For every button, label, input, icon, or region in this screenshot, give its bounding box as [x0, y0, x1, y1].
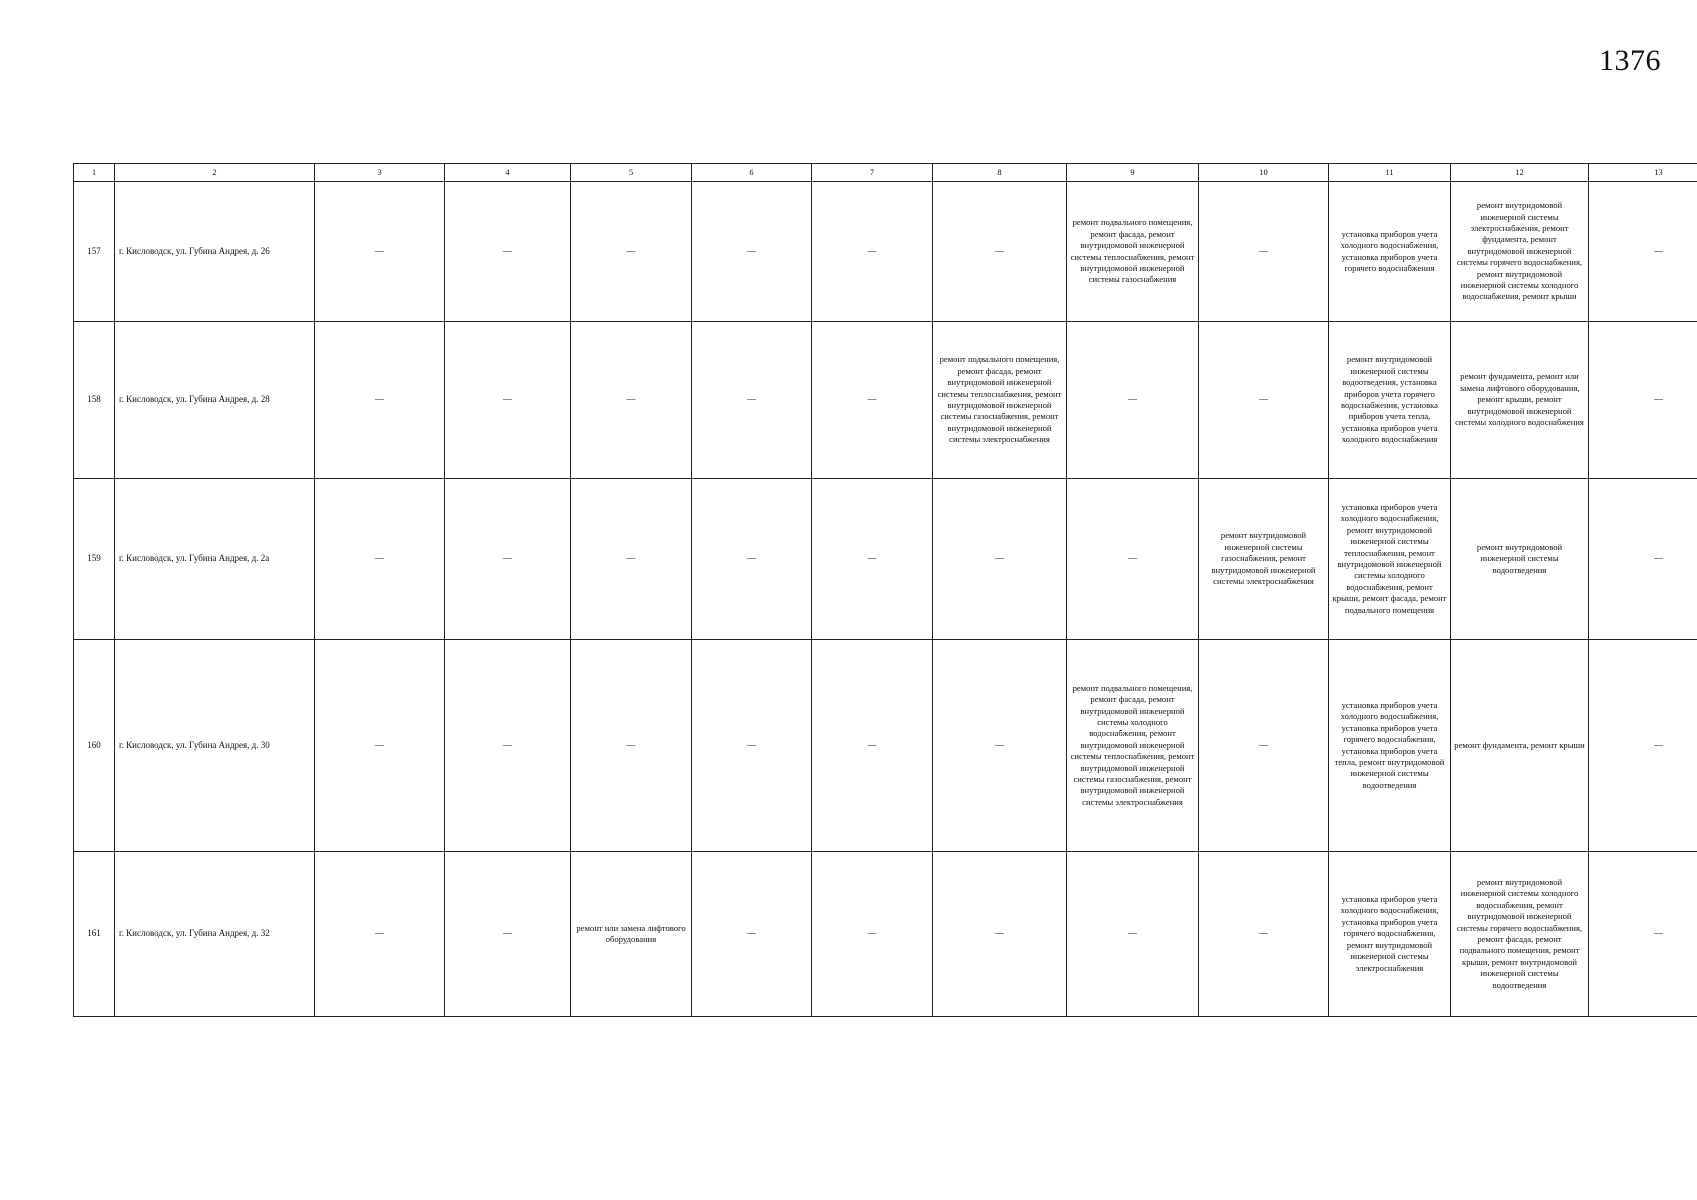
empty-dash-cell: —: [315, 640, 445, 852]
repair-works-cell: ремонт внутридомовой инженерной системы водоотведения, установка приборов учета горячего водоснабжения, установка приборов учета тепла, установка приборов учета холодного водоснабжения: [1329, 322, 1451, 479]
works-table: [73, 163, 1697, 1017]
empty-dash-cell: —: [571, 322, 692, 479]
row-number-cell: 159: [74, 479, 115, 640]
empty-dash-cell: —: [812, 182, 933, 322]
empty-dash-cell: —: [315, 322, 445, 479]
repair-works-cell: ремонт внутридомовой инженерной системы холодного водоснабжения, ремонт внутридомовой инженерной системы горячего водоснабжения, ремонт фасада, ремонт подвального помещения, ремонт крыши, ремонт внутридомовой инженерной системы водоотведения: [1451, 852, 1589, 1017]
column-header: 2: [115, 164, 315, 182]
column-header: 4: [445, 164, 571, 182]
repair-works-cell: установка приборов учета холодного водоснабжения, установка приборов учета горячего водоснабжения, установка приборов учета тепла, ремонт внутридомовой инженерной системы водоотведения: [1329, 640, 1451, 852]
table-row: [74, 322, 1697, 479]
empty-dash-cell: —: [445, 479, 571, 640]
empty-dash-cell: —: [933, 640, 1067, 852]
header-row: [74, 164, 1697, 182]
page-number: 1376: [1599, 44, 1661, 77]
empty-dash-cell: —: [692, 182, 812, 322]
column-header: 6: [692, 164, 812, 182]
table-row: [74, 640, 1697, 852]
row-number-cell: 160: [74, 640, 115, 852]
empty-dash-cell: —: [1067, 479, 1199, 640]
repair-works-cell: ремонт внутридомовой инженерной системы газоснабжения, ремонт внутридомовой инженерной системы электроснабжения: [1199, 479, 1329, 640]
empty-dash-cell: —: [1199, 640, 1329, 852]
works-table-container: [73, 163, 1663, 1017]
column-header: 1: [74, 164, 115, 182]
column-header: 5: [571, 164, 692, 182]
repair-works-cell: ремонт подвального помещения, ремонт фасада, ремонт внутридомовой инженерной системы теплоснабжения, ремонт внутридомовой инженерной системы газоснабжения, ремонт внутридомовой инженерной системы электроснабжения: [933, 322, 1067, 479]
empty-dash-cell: —: [445, 640, 571, 852]
empty-dash-cell: —: [315, 479, 445, 640]
column-header: 7: [812, 164, 933, 182]
empty-dash-cell: —: [571, 479, 692, 640]
repair-works-cell: ремонт внутридомовой инженерной системы электроснабжения, ремонт фундамента, ремонт внутридомовой инженерной системы горячего водоснабжения, ремонт внутридомовой инженерной системы холодного водоснабжения, ремонт крыши: [1451, 182, 1589, 322]
row-number-cell: 158: [74, 322, 115, 479]
empty-dash-cell: —: [933, 182, 1067, 322]
empty-dash-cell: —: [571, 640, 692, 852]
empty-dash-cell: —: [1199, 182, 1329, 322]
address-cell: г. Кисловодск, ул. Губина Андрея, д. 28: [115, 322, 315, 479]
repair-works-cell: установка приборов учета холодного водоснабжения, установка приборов учета горячего водоснабжения, ремонт внутридомовой инженерной системы электроснабжения: [1329, 852, 1451, 1017]
column-header: 12: [1451, 164, 1589, 182]
repair-works-cell: установка приборов учета холодного водоснабжения, ремонт внутридомовой инженерной системы теплоснабжения, ремонт внутридомовой инженерной системы холодного водоснабжения, ремонт крыши, ремонт фасада, ремонт подвального помещения: [1329, 479, 1451, 640]
empty-dash-cell: —: [1589, 640, 1697, 852]
column-header: 10: [1199, 164, 1329, 182]
empty-dash-cell: —: [933, 479, 1067, 640]
column-header: 9: [1067, 164, 1199, 182]
empty-dash-cell: —: [692, 322, 812, 479]
table-row: [74, 479, 1697, 640]
empty-dash-cell: —: [1589, 182, 1697, 322]
empty-dash-cell: —: [445, 182, 571, 322]
empty-dash-cell: —: [812, 479, 933, 640]
repair-works-cell: установка приборов учета холодного водоснабжения, установка приборов учета горячего водоснабжения: [1329, 182, 1451, 322]
repair-works-cell: ремонт фундамента, ремонт крыши: [1451, 640, 1589, 852]
address-cell: г. Кисловодск, ул. Губина Андрея, д. 30: [115, 640, 315, 852]
empty-dash-cell: —: [692, 852, 812, 1017]
empty-dash-cell: —: [1589, 479, 1697, 640]
column-header: 11: [1329, 164, 1451, 182]
empty-dash-cell: —: [692, 479, 812, 640]
empty-dash-cell: —: [445, 852, 571, 1017]
column-header: 13: [1589, 164, 1697, 182]
empty-dash-cell: —: [571, 182, 692, 322]
repair-works-cell: ремонт подвального помещения, ремонт фасада, ремонт внутридомовой инженерной системы теплоснабжения, ремонт внутридомовой инженерной системы газоснабжения: [1067, 182, 1199, 322]
row-number-cell: 157: [74, 182, 115, 322]
empty-dash-cell: —: [315, 852, 445, 1017]
address-cell: г. Кисловодск, ул. Губина Андрея, д. 26: [115, 182, 315, 322]
empty-dash-cell: —: [1067, 852, 1199, 1017]
row-number-cell: 161: [74, 852, 115, 1017]
empty-dash-cell: —: [812, 640, 933, 852]
empty-dash-cell: —: [812, 852, 933, 1017]
address-cell: г. Кисловодск, ул. Губина Андрея, д. 32: [115, 852, 315, 1017]
empty-dash-cell: —: [1067, 322, 1199, 479]
repair-works-cell: ремонт фундамента, ремонт или замена лифтового оборудования, ремонт крыши, ремонт внутридомовой инженерной системы холодного водоснабжения: [1451, 322, 1589, 479]
table-row: [74, 852, 1697, 1017]
empty-dash-cell: —: [1199, 852, 1329, 1017]
repair-works-cell: ремонт или замена лифтового оборудования: [571, 852, 692, 1017]
empty-dash-cell: —: [315, 182, 445, 322]
repair-works-cell: ремонт внутридомовой инженерной системы водоотведения: [1451, 479, 1589, 640]
empty-dash-cell: —: [445, 322, 571, 479]
empty-dash-cell: —: [933, 852, 1067, 1017]
column-header: 8: [933, 164, 1067, 182]
empty-dash-cell: —: [812, 322, 933, 479]
repair-works-cell: ремонт подвального помещения, ремонт фасада, ремонт внутридомовой инженерной системы холодного водоснабжения, ремонт внутридомовой инженерной системы теплоснабжения, ремонт внутридомовой инженерной системы газоснабжения, ремонт внутридомовой инженерной системы электроснабжения: [1067, 640, 1199, 852]
empty-dash-cell: —: [1199, 322, 1329, 479]
empty-dash-cell: —: [1589, 852, 1697, 1017]
table-row: [74, 182, 1697, 322]
column-header: 3: [315, 164, 445, 182]
empty-dash-cell: —: [692, 640, 812, 852]
empty-dash-cell: —: [1589, 322, 1697, 479]
address-cell: г. Кисловодск, ул. Губина Андрея, д. 2а: [115, 479, 315, 640]
